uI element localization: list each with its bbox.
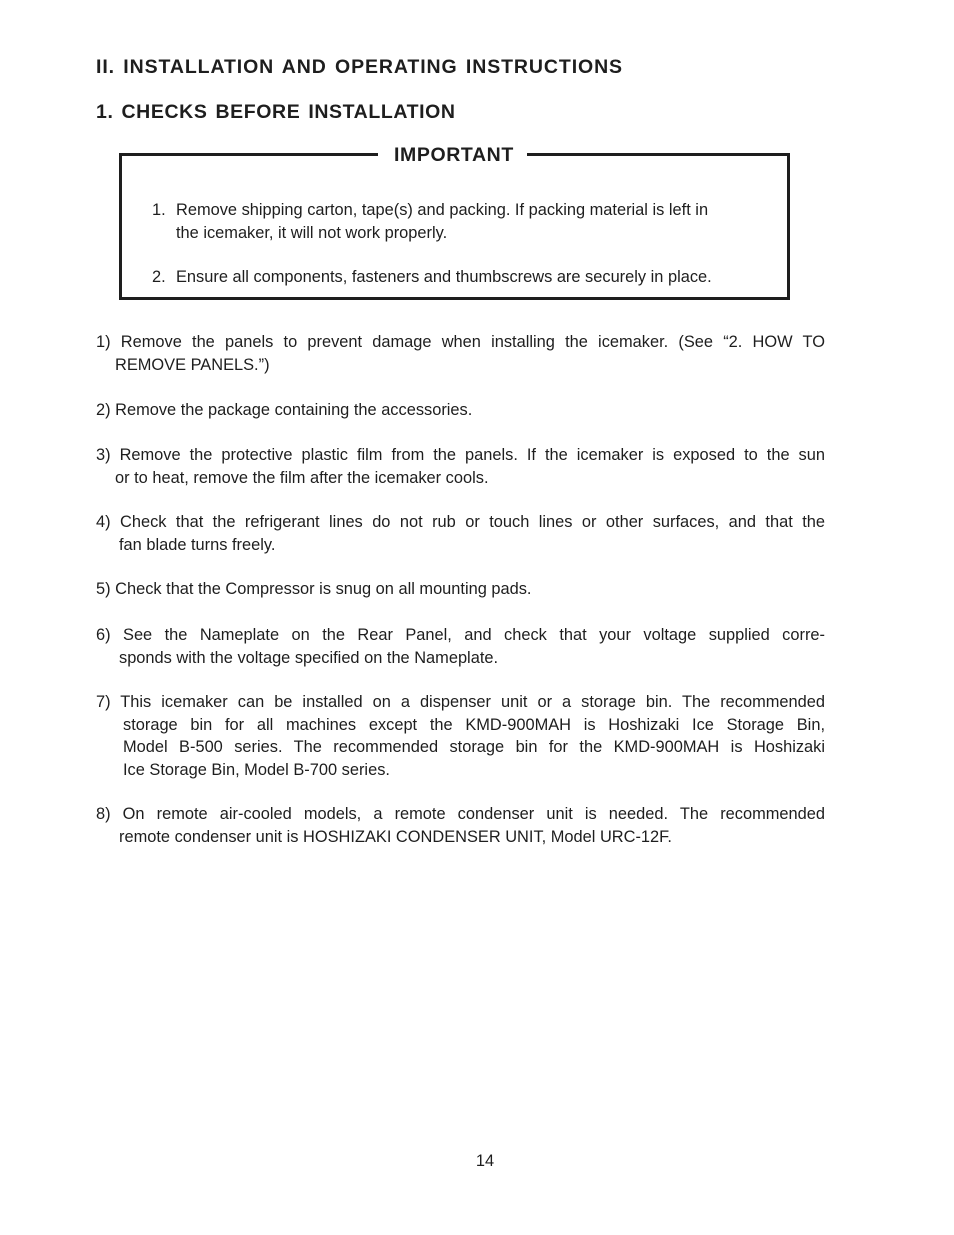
step-8-line-1: 8) On remote air-cooled models, a remote condenser unit is needed. The recommended — [96, 805, 825, 823]
step-7-line-4: Ice Storage Bin, Model B-700 series. — [123, 760, 390, 779]
step-4 — [96, 511, 825, 556]
step-1 — [96, 331, 825, 376]
step-2 — [96, 399, 825, 422]
important-item-1-number: 1. — [152, 201, 166, 219]
step-1-line-2: REMOVE PANELS.”) — [115, 355, 270, 374]
important-item-2-text: Ensure all components, fasteners and thumbscrews are securely in place. — [176, 268, 712, 286]
important-item-1 — [152, 199, 708, 244]
subsection-heading: 1. CHECKS BEFORE INSTALLATION — [96, 101, 456, 123]
step-6 — [96, 624, 825, 669]
step-8-line-2: remote condenser unit is HOSHIZAKI CONDENSER UNIT, Model URC-12F. — [119, 827, 672, 846]
important-title: IMPORTANT — [378, 144, 527, 166]
important-item-1-text-continued: the icemaker, it will not work properly. — [176, 223, 448, 242]
step-8 — [96, 803, 825, 848]
step-1-line-1: 1) Remove the panels to prevent damage when installing the icemaker. (See “2. HOW TO — [96, 333, 825, 351]
step-5-line-1: 5) Check that the Compressor is snug on all mounting pads. — [96, 580, 532, 598]
section-heading: II. INSTALLATION AND OPERATING INSTRUCTIONS — [96, 56, 623, 78]
step-7-line-3: Model B-500 series. The recommended storage bin for the KMD-900MAH is Hoshizaki — [123, 738, 825, 756]
step-3-line-2: or to heat, remove the film after the icemaker cools. — [115, 468, 489, 487]
step-4-line-2: fan blade turns freely. — [119, 535, 276, 554]
important-item-2-number: 2. — [152, 268, 166, 286]
step-6-line-1: 6) See the Nameplate on the Rear Panel, and check that your voltage supplied corre- — [96, 626, 825, 644]
step-6-line-2: sponds with the voltage specified on the Nameplate. — [119, 648, 499, 667]
step-2-line-1: 2) Remove the package containing the accessories. — [96, 401, 473, 419]
page-number: 14 — [475, 1152, 495, 1170]
step-7-line-2: storage bin for all machines except the KMD-900MAH is Hoshizaki Ice Storage Bin, — [123, 715, 825, 734]
step-4-line-1: 4) Check that the refrigerant lines do not rub or touch lines or other surfaces, and that the — [96, 513, 825, 531]
important-item-1-text: Remove shipping carton, tape(s) and packing. If packing material is left in — [176, 201, 709, 219]
important-box — [119, 144, 790, 300]
step-3 — [96, 444, 825, 489]
step-7 — [96, 691, 825, 781]
step-3-line-1: 3) Remove the protective plastic film from the panels. If the icemaker is exposed to the sun — [96, 446, 825, 464]
step-5 — [96, 578, 825, 601]
important-item-2 — [152, 266, 712, 289]
step-7-line-1: 7) This icemaker can be installed on a dispenser unit or a storage bin. The recommended — [96, 693, 825, 711]
